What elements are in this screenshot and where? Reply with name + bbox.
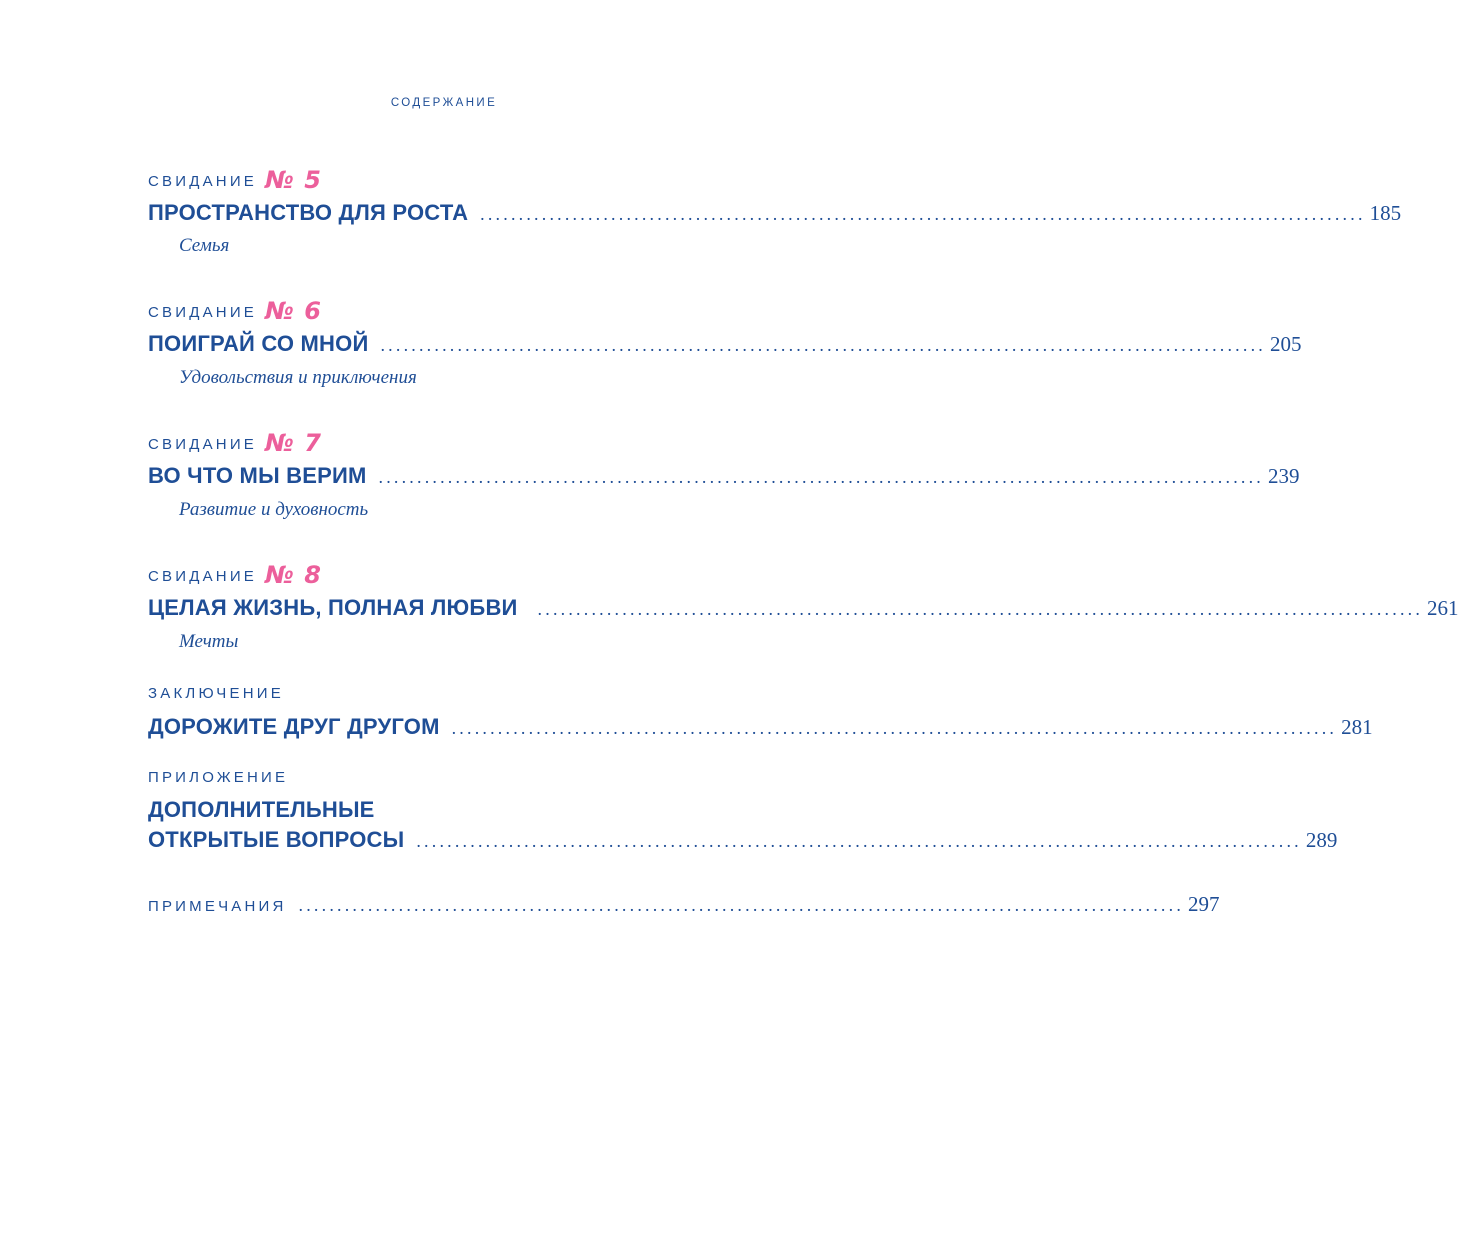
appendix-label: ПРИЛОЖЕНИЕ [148,769,289,786]
entry-subtitle: Удовольствия и приключения [179,367,417,388]
entry-title-line1: ДОПОЛНИТЕЛЬНЫЕ [148,797,375,822]
toc-entry[interactable] [148,200,1402,225]
section-label-text: СВИДАНИЕ [148,173,258,190]
entry-title: ПРИМЕЧАНИЯ [148,898,287,915]
conclusion-label: ЗАКЛЮЧЕНИЕ [148,685,284,702]
dot-leader: ................................................................................................................... [416,831,1302,851]
dot-leader: ................................................................................................................... [380,335,1266,355]
section-label-text: СВИДАНИЕ [148,304,258,321]
running-head: СОДЕРЖАНИЕ [390,97,498,109]
toc-entry[interactable] [148,595,1459,620]
page-number: 261 [1427,596,1459,620]
page-number: 289 [1305,828,1338,852]
section-label-text: СВИДАНИЕ [148,436,258,453]
section-number: № 6 [265,297,322,325]
toc-entry-notes[interactable] [148,892,1220,916]
section-label [148,299,322,323]
entry-subtitle: Семья [179,235,230,256]
entry-title: ЦЕЛАЯ ЖИЗНЬ, ПОЛНАЯ ЛЮБВИ [148,595,518,620]
toc-entry[interactable] [148,463,1300,488]
section-label [148,431,322,455]
section-number: № 8 [265,561,322,589]
page-number: 297 [1188,892,1220,916]
toc-entry-appendix[interactable] [148,827,1338,852]
dot-leader: ................................................................................................................... [480,204,1366,224]
entry-title: ОТКРЫТЫЕ ВОПРОСЫ [148,827,405,852]
dot-leader: ................................................................................................................... [537,599,1424,619]
entry-title: ВО ЧТО МЫ ВЕРИМ [148,463,367,488]
toc-entry[interactable] [148,331,1302,356]
entry-title: ПОИГРАЙ СО МНОЙ [148,331,369,356]
section-number: № 5 [265,166,322,194]
entry-subtitle: Мечты [179,631,239,652]
page-number: 185 [1369,201,1402,225]
dot-leader: ................................................................................................................... [298,895,1185,915]
entry-subtitle: Развитие и духовность [179,499,369,520]
section-number: № 7 [265,429,322,457]
page-number: 205 [1269,332,1302,356]
entry-title: ДОРОЖИТЕ ДРУГ ДРУГОМ [148,714,440,739]
dot-leader: ................................................................................................................... [451,718,1338,738]
page-number: 281 [1341,715,1373,739]
toc-entry-conclusion[interactable] [148,714,1373,739]
page-number: 239 [1268,464,1300,488]
section-label [148,563,322,587]
section-label-text: СВИДАНИЕ [148,568,258,585]
entry-title: ПРОСТРАНСТВО ДЛЯ РОСТА [148,200,469,225]
dot-leader: ................................................................................................................... [378,467,1264,487]
section-label [148,168,322,192]
